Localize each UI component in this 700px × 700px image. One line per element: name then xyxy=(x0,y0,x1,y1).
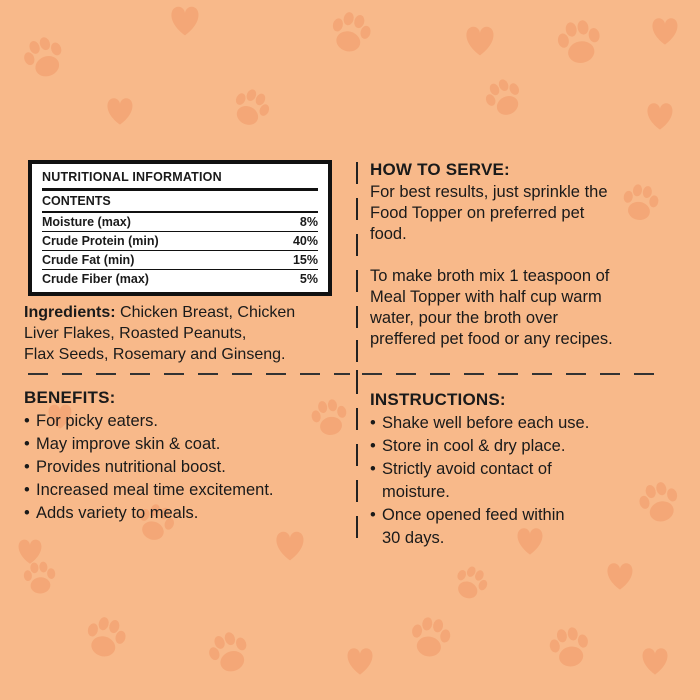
vertical-divider xyxy=(356,516,358,538)
how-to-serve-section xyxy=(370,160,690,350)
serve-line: water, pour the broth over xyxy=(370,309,559,327)
instructions-list xyxy=(370,412,690,550)
nutrition-row xyxy=(42,270,318,289)
nutrition-row xyxy=(42,232,318,251)
serve-line: To make broth mix 1 teaspoon of xyxy=(370,267,610,285)
benefits-list xyxy=(24,410,354,525)
nutrition-row-value: 8% xyxy=(299,215,318,229)
list-item-line: Strictly avoid contact of xyxy=(382,460,552,478)
serve-line: preffered pet food or any recipes. xyxy=(370,330,613,348)
serve-line: Food Topper on preferred pet xyxy=(370,204,585,222)
vertical-divider xyxy=(356,306,358,328)
vertical-divider xyxy=(356,162,358,184)
instructions-section xyxy=(370,390,690,550)
serve-line: For best results, just sprinkle the xyxy=(370,183,608,201)
list-item: • Increased meal time excitement. xyxy=(24,479,354,502)
nutrition-table xyxy=(28,160,332,296)
list-item-line: Once opened feed within xyxy=(382,506,565,524)
how-to-serve-heading: HOW TO SERVE: xyxy=(370,160,510,179)
nutrition-row-value: 40% xyxy=(292,234,318,248)
vertical-divider xyxy=(356,408,358,430)
vertical-divider xyxy=(356,340,358,362)
ingredients-line: Chicken Breast, Chicken xyxy=(115,304,296,321)
serve-line: food. xyxy=(370,225,407,243)
list-item xyxy=(370,412,690,435)
list-item: • For picky eaters. xyxy=(24,410,354,433)
nutrition-row xyxy=(42,213,318,232)
list-item xyxy=(370,435,690,458)
nutrition-row-label: Moisture (max) xyxy=(42,215,131,229)
nutrition-row xyxy=(42,251,318,270)
serve-line: Meal Topper with half cup warm xyxy=(370,288,602,306)
ingredients-line: Liver Flakes, Roasted Peanuts, xyxy=(24,325,247,342)
list-item-line: 30 days. xyxy=(382,529,445,547)
list-item: • Provides nutritional boost. xyxy=(24,456,354,479)
list-item: • Adds variety to meals. xyxy=(24,502,354,525)
vertical-divider xyxy=(356,480,358,502)
serve-paragraph xyxy=(370,182,690,245)
vertical-divider xyxy=(356,198,358,220)
nutrition-title: NUTRITIONAL INFORMATION xyxy=(42,170,222,184)
list-item xyxy=(370,458,690,504)
list-item-line: moisture. xyxy=(382,483,450,501)
list-item: • May improve skin & coat. xyxy=(24,433,354,456)
list-item-line: Shake well before each use. xyxy=(382,414,590,432)
vertical-divider xyxy=(356,270,358,292)
instructions-heading: INSTRUCTIONS: xyxy=(370,390,506,409)
nutrition-row-value: 5% xyxy=(299,272,318,286)
nutrition-row-value: 15% xyxy=(292,253,318,267)
ingredients-line: Flax Seeds, Rosemary and Ginseng. xyxy=(24,346,286,363)
broth-paragraph xyxy=(370,266,690,350)
benefits-section xyxy=(24,388,354,525)
nutrition-row-label: Crude Fat (min) xyxy=(42,253,135,267)
benefits-heading: BENEFITS: xyxy=(24,388,116,407)
nutrition-row-label: Crude Protein (min) xyxy=(42,234,159,248)
ingredients-text xyxy=(24,302,354,365)
list-item-line: Store in cool & dry place. xyxy=(382,437,566,455)
vertical-divider xyxy=(356,234,358,256)
list-item xyxy=(370,504,690,550)
nutrition-contents-label: CONTENTS xyxy=(42,194,111,208)
ingredients-label: Ingredients: xyxy=(24,304,116,321)
nutrition-row-label: Crude Fiber (max) xyxy=(42,272,149,286)
vertical-divider xyxy=(356,444,358,466)
vertical-divider xyxy=(356,370,358,394)
